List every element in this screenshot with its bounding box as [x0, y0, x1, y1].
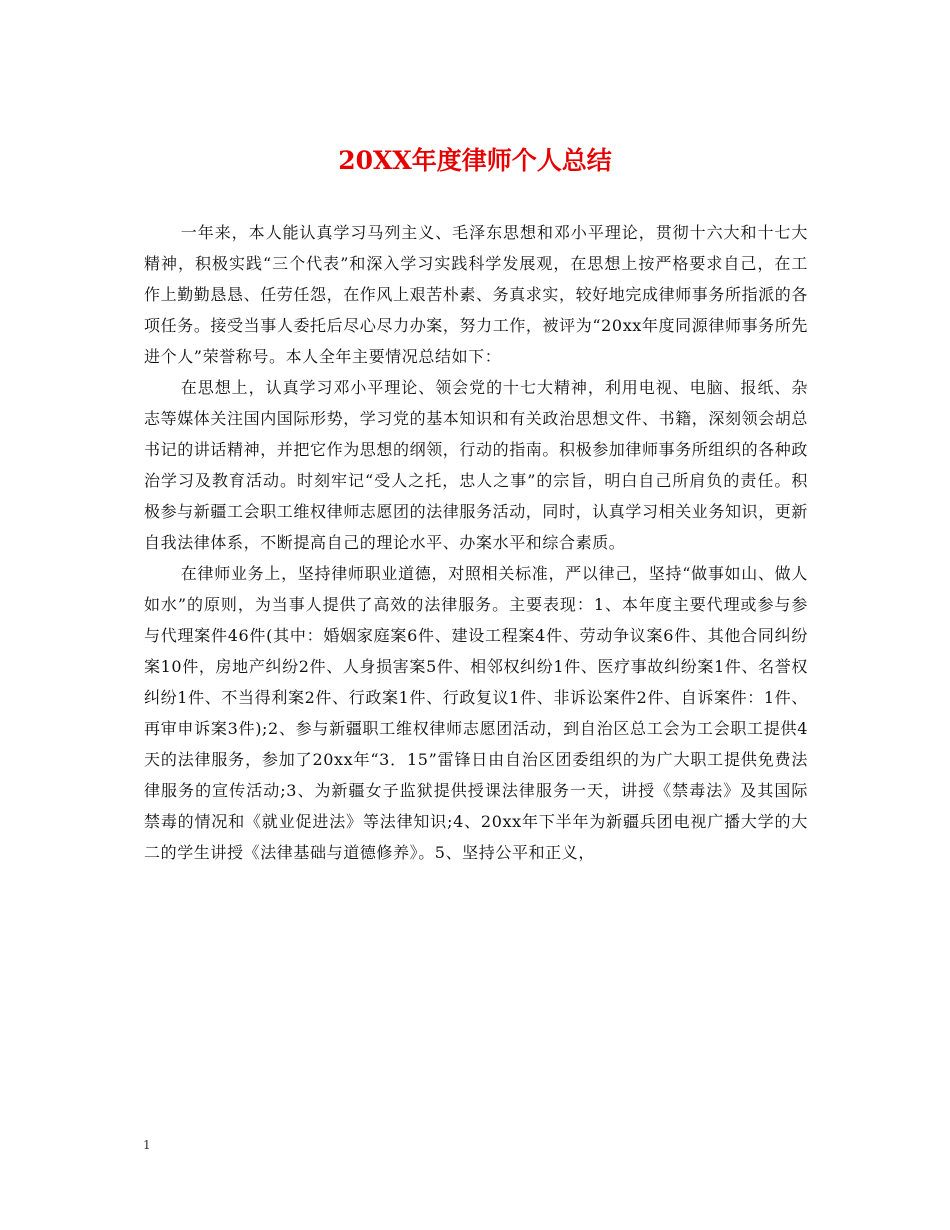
document-title: 20XX年度律师个人总结: [338, 146, 612, 175]
page-number: 1: [143, 1138, 151, 1152]
paragraph-ideology: 在思想上，认真学习邓小平理论、领会党的十七大精神，利用电视、电脑、报纸、杂志等媒体关注国内国际形势，学习党的基本知识和有关政治思想文件、书籍，深刻领会胡总书记的讲话精神，并把它作为思想的纲领，行动的指南。积极参加律师事务所组织的各种政治学习及教育活动。时刻牢记“受人之托，忠人之事”的宗旨，明白自己所肩负的责任。积极参与新疆工会职工维权律师志愿团的法律服务活动，同时，认真学习相关业务知识，更新自我法律体系，不断提高自己的理论水平、办案水平和综合素质。: [144, 378, 809, 552]
document-body: [144, 217, 808, 868]
paragraph-legal-practice: 在律师业务上，坚持律师职业道德，对照相关标准，严以律己，坚持“做事如山、做人如水”的原则，为当事人提供了高效的法律服务。主要表现：1、本年度主要代理或参与参与代理案件46件(其中：婚姻家庭案6件、建设工程案4件、劳动争议案6件、其他合同纠纷案10件，房地产纠纷2件、人身损害案5件、相邻权纠纷1件、医疗事故纠纷案1件、名誉权纠纷1件、不当得利案2件、行政案1件、行政复议1件、非诉讼案件2件、自诉案件：1件、再审申诉案3件);2、参与新疆职工维权律师志愿团活动，到自治区总工会为工会职工提供4天的法律服务，参加了20xx年“3．15”雷锋日由自治区团委组织的为广大职工提供免费法律服务的宣传活动;3、为新疆女子监狱提供授课法律服务一天，讲授《禁毒法》及其国际禁毒的情况和《就业促进法》等法律知识;4、20xx年下半年为新疆兵团电视广播大学的大二的学生讲授《法律基础与道德修养》。5、坚持公平和正义，: [144, 564, 808, 862]
paragraph-intro: 一年来，本人能认真学习马列主义、毛泽东思想和邓小平理论，贯彻十六大和十七大精神，积极实践“三个代表”和深入学习实践科学发展观，在思想上按严格要求自己，在工作上勤勤恳恳、任劳任怨，在作风上艰苦朴素、务真求实，较好地完成律师事务所指派的各项任务。接受当事人委托后尽心尽力办案，努力工作，被评为“20xx年度同源律师事务所先进个人”荣誉称号。本人全年主要情况总结如下：: [144, 223, 809, 366]
